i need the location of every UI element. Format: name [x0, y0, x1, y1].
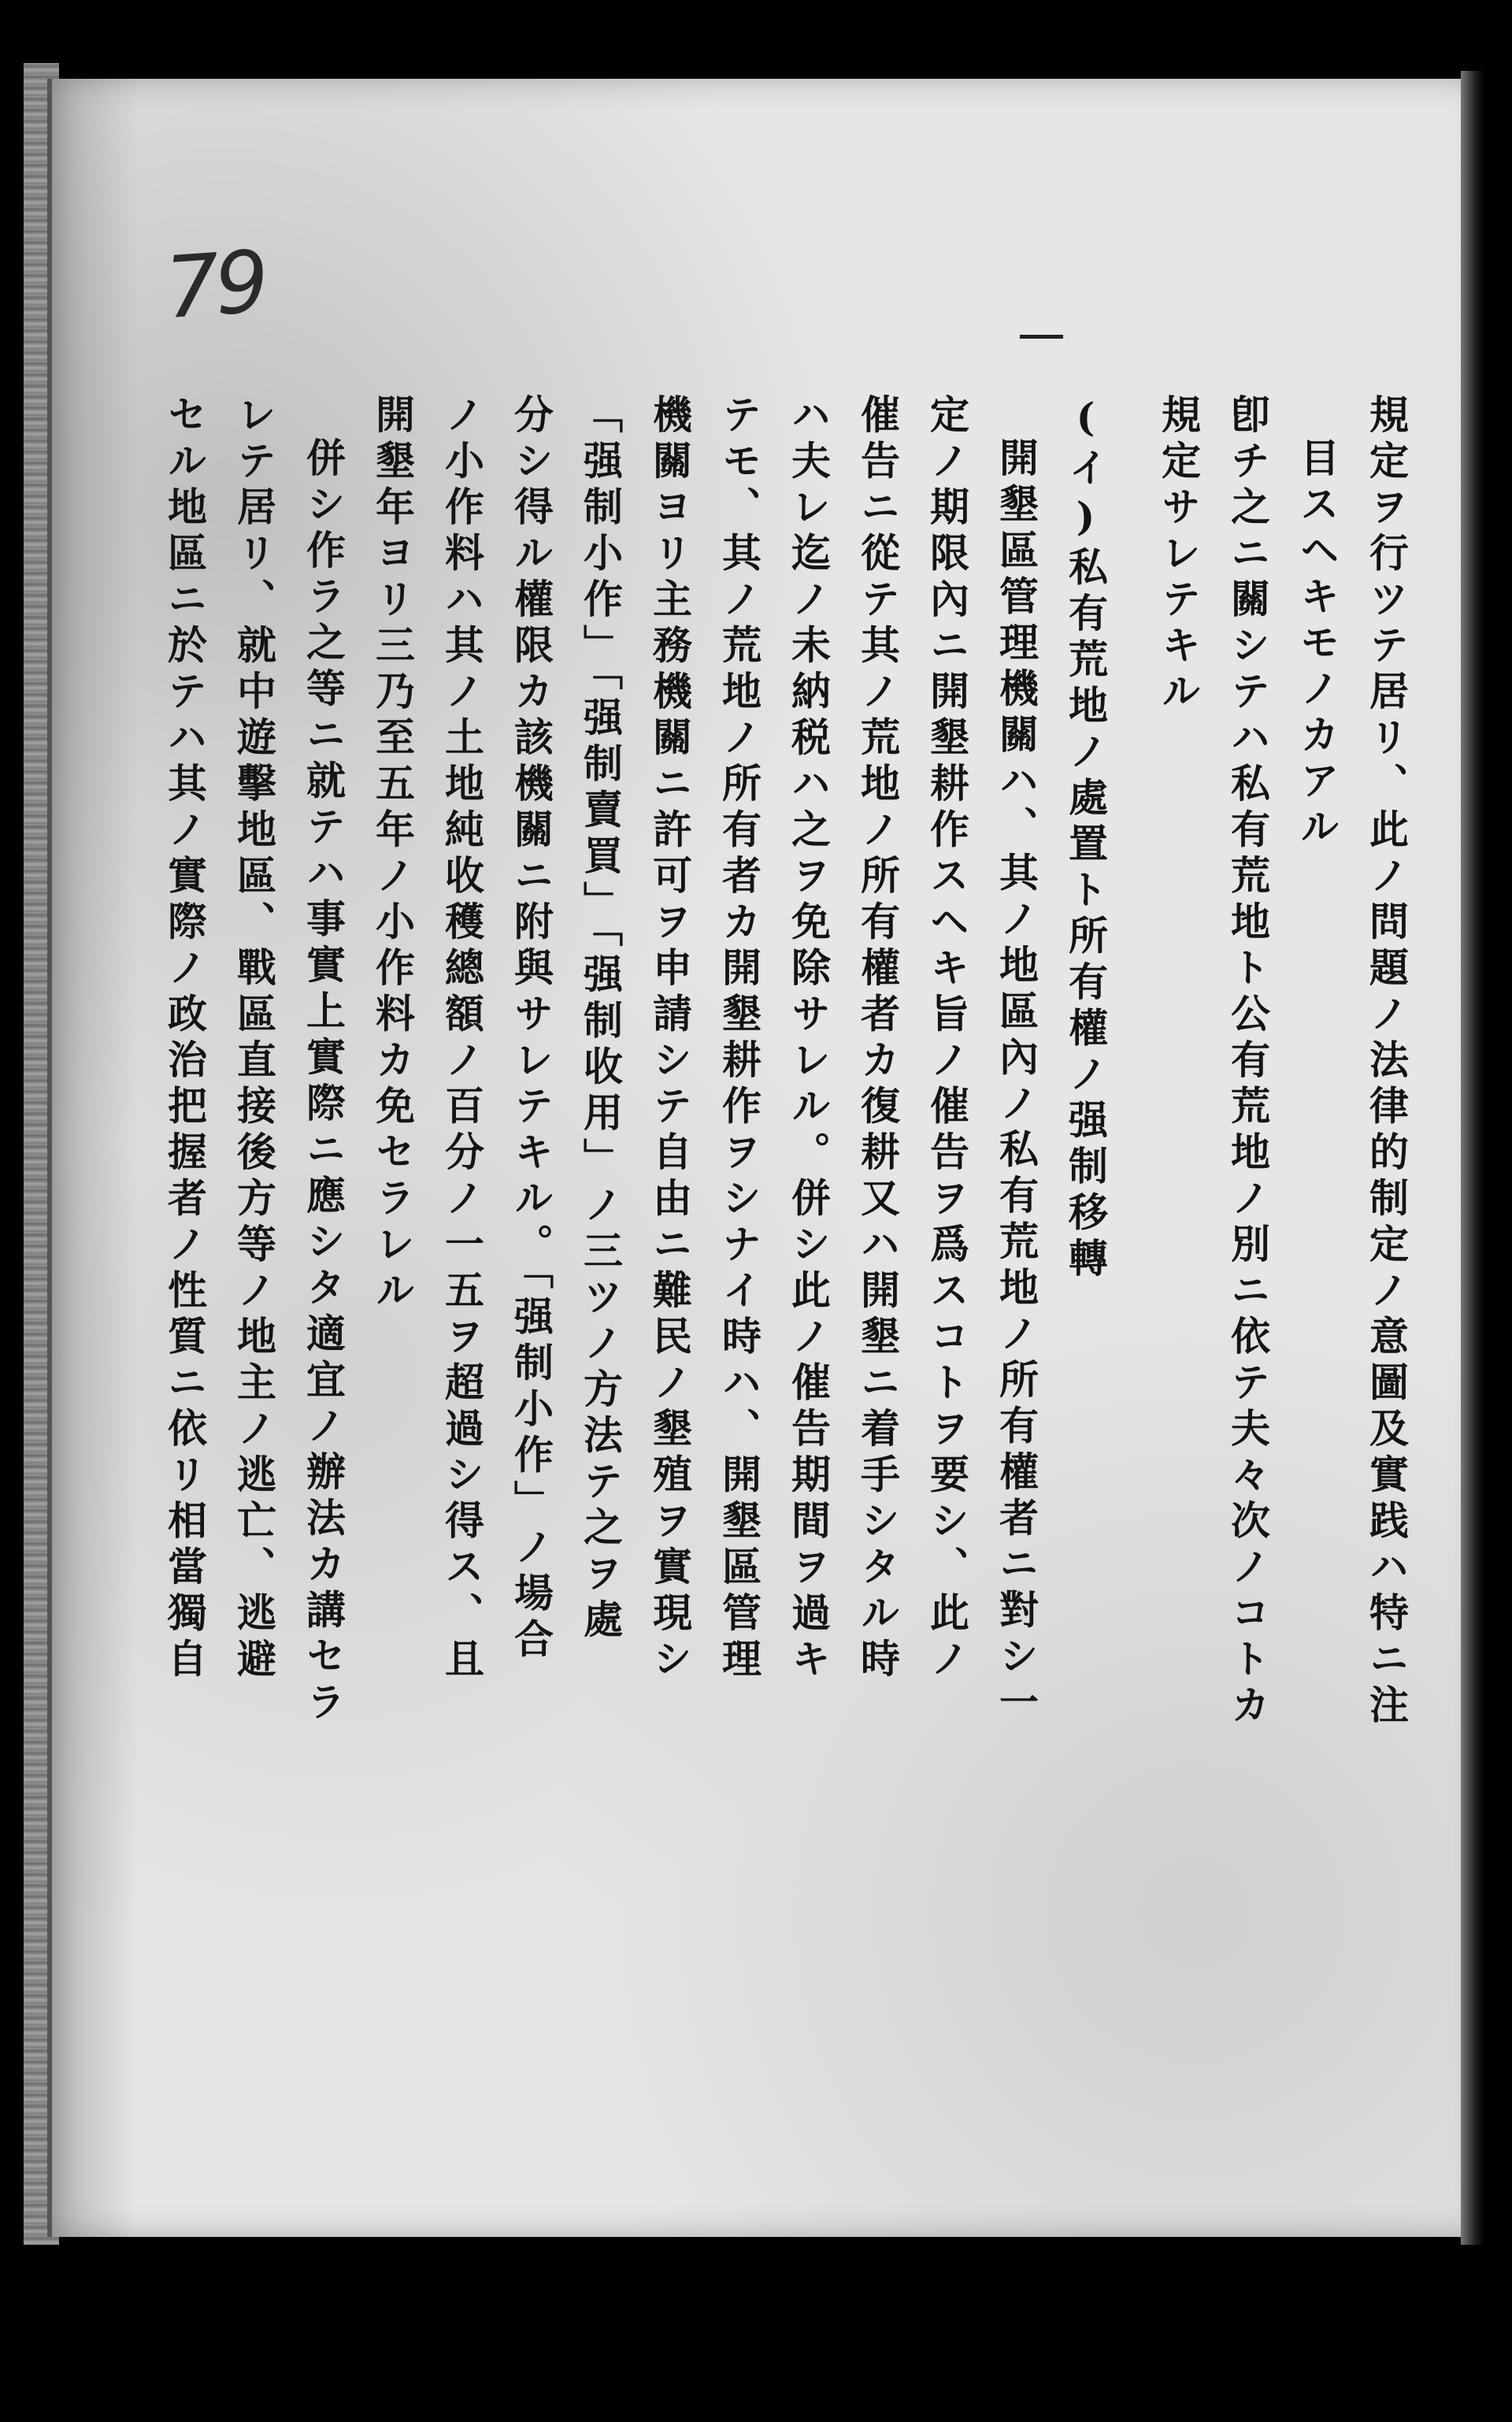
- text-column: 規定サレテキル: [1155, 394, 1202, 717]
- text-column: セル地區ニ於テハ其ノ實際ノ政治把握者ノ性質ニ依リ相當獨自: [161, 394, 208, 1684]
- text-column: 開墾區管理機關ハ、其ノ地區內ノ私有荒地ノ所有權者ニ對シ一: [993, 437, 1040, 1727]
- text-column: テモ、其ノ荒地ノ所有者カ開墾耕作ヲシナイ時ハ、開墾區管理: [716, 394, 762, 1684]
- text-column: 催告ニ從テ其ノ荒地ノ所有權者カ復耕又ハ開墾ニ着手シタル時: [854, 394, 901, 1684]
- text-column: ノ小作料ハ其ノ土地純收穫總額ノ百分ノ一五ヲ超過シ得ス、且: [439, 394, 485, 1684]
- text-column: レテ居リ、就中遊擊地區、戰區直接後方等ノ地主ノ逃亡、逃避: [231, 394, 277, 1684]
- text-column: 分シ得ル權限カ該機關ニ附與サレテキル。「强制小作」ノ場合: [508, 394, 554, 1664]
- text-column: ハ夫レ迄ノ未納税ハ之ヲ免除サレル。併シ此ノ催告期間ヲ過キ: [785, 394, 832, 1684]
- text-column: 開墾年ヨリ三乃至五年ノ小作料カ免セラレル: [369, 394, 416, 1315]
- text-column: 規定ヲ行ツテ居リ、此ノ問題ノ法律的制定ノ意圖及實践ハ特ニ注: [1363, 394, 1410, 1730]
- vertical-text-body: [161, 394, 1418, 2379]
- text-column: 機關ヨリ主務機關ニ許可ヲ申請シテ自由ニ難民ノ墾殖ヲ實現シ: [647, 394, 693, 1684]
- text-column: 「强制小作」「强制賣買」「强制收用」ノ三ツノ方法テ之ヲ處: [577, 394, 624, 1645]
- folio-number: 79: [161, 232, 268, 339]
- section-heading: (イ)私有荒地ノ處置ト所有權ノ强制移轉: [1062, 394, 1109, 1284]
- text-column: 目スヘキモノカアル: [1294, 437, 1340, 852]
- text-column: 定ノ期限內ニ開墾耕作スヘキ旨ノ催告ヲ爲スコトヲ要シ、此ノ: [924, 394, 970, 1684]
- text-column: 卽チ之ニ關シテハ私有荒地ト公有荒地ノ別ニ依テ夫々次ノコトカ: [1225, 394, 1271, 1730]
- page-dash-mark: [1020, 335, 1063, 339]
- text-column: 併シ作ラ之等ニ就テハ事實上實際ニ應シタ適宜ノ辦法カ講セラ: [300, 437, 346, 1727]
- page-right-shadow: [1461, 71, 1484, 2245]
